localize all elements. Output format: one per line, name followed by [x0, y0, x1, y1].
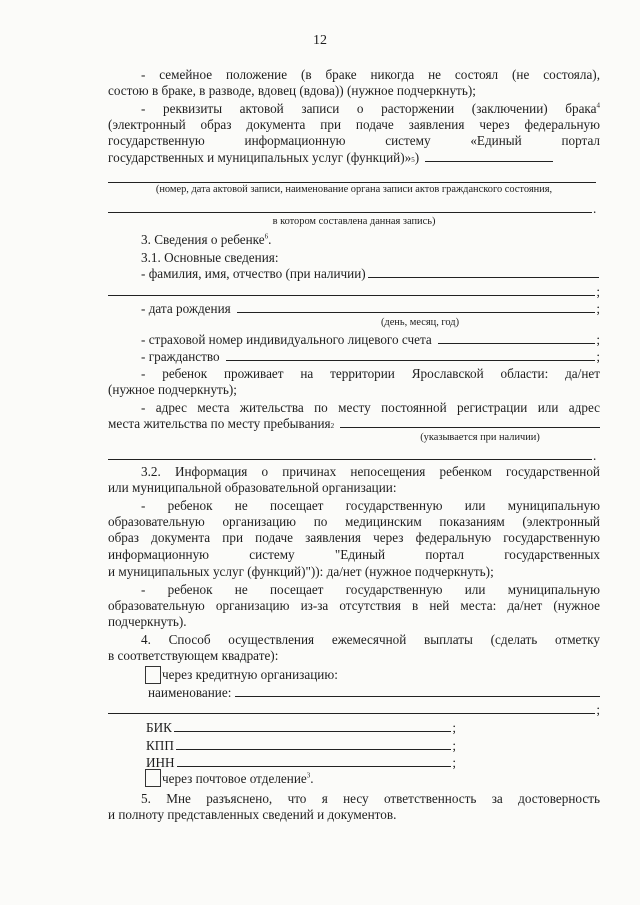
no-place-line-3: подчеркнуть).: [108, 614, 187, 629]
child-fio-label: - фамилия, имя, отчество (при наличии): [141, 266, 366, 281]
inn-field[interactable]: [177, 755, 452, 767]
child-dob-row: [141, 301, 600, 317]
marital-status-line-2: состою в браке, в разводе, вдовец (вдова)) (нужное подчеркнуть);: [108, 83, 476, 98]
no-place-line-1: - ребенок не посещает государственную или муниципальную: [141, 582, 600, 597]
child-dob-caption: (день, месяц, год): [380, 317, 460, 328]
kpp-row: [146, 738, 456, 754]
child-snils-label: - страховой номер индивидуального лицевого счета: [141, 332, 432, 347]
bik-label: БИК: [146, 720, 172, 735]
child-fio-end: ;: [596, 284, 600, 299]
post-option-label: [162, 771, 592, 787]
bik-row: [146, 720, 456, 736]
child-snils-row: [141, 332, 600, 348]
medical-reason-line-5: и муниципальных услуг (функций)")): да/нет (нужное подчеркнуть);: [108, 564, 494, 579]
child-address-field[interactable]: [340, 416, 600, 428]
child-address-period: .: [593, 448, 597, 463]
child-address-caption: (указывается при наличии): [420, 432, 540, 443]
bank-option-label: через кредитную организацию:: [162, 667, 338, 682]
bank-name-label: наименование:: [148, 685, 232, 700]
child-fio-row: [141, 266, 600, 282]
divorce-record-line-1: [141, 101, 600, 117]
medical-reason-line-3: образ документа при подаче заявления через федеральную государственную: [108, 530, 600, 545]
child-citizenship-end: ;: [596, 349, 600, 364]
post-option-period: .: [310, 771, 314, 786]
kpp-field[interactable]: [176, 738, 451, 750]
bik-field[interactable]: [174, 720, 451, 732]
divorce-record-period: .: [593, 201, 597, 216]
bank-name-row-2: [108, 702, 600, 718]
bank-name-field[interactable]: [235, 685, 600, 697]
child-address-line-1: - адрес места жительства по месту постоянной регистрации или адрес: [141, 400, 600, 415]
kpp-end: ;: [452, 738, 456, 753]
bank-name-end: ;: [596, 702, 600, 717]
section-4-line-2: в соответствующем квадрате):: [108, 648, 279, 663]
medical-reason-line-4: информационную систему "Единый портал государственных: [108, 547, 600, 562]
child-resides-line-2: (нужное подчеркнуть);: [108, 382, 237, 397]
inn-end: ;: [452, 755, 456, 770]
child-dob-end: ;: [596, 301, 600, 316]
section-3-heading: [141, 232, 600, 248]
medical-reason-line-2: образовательную организацию по медицинским показаниям (электронный: [108, 514, 600, 529]
child-address-rule-2[interactable]: [108, 459, 592, 460]
child-fio-row-2: [108, 284, 600, 300]
child-resides-line-1: - ребенок проживает на территории Ярославской области: да/нет: [141, 366, 600, 381]
divorce-record-field[interactable]: [425, 150, 553, 162]
bik-end: ;: [452, 720, 456, 735]
child-address-label: места жительства по месту пребывания: [108, 416, 331, 431]
section-5-line-2: и полноту представленных сведений и документов.: [108, 807, 397, 822]
child-dob-field[interactable]: [237, 301, 596, 313]
section-4-line-1: 4. Способ осуществления ежемесячной выплаты (сделать отметку: [141, 632, 600, 647]
divorce-record-line-2: (электронный образ документа при подаче заявления через федеральную: [108, 117, 600, 132]
divorce-record-caption-1: (номер, дата актовой записи, наименование органа записи актов гражданского состояния,: [155, 184, 553, 195]
section-3-1-heading: 3.1. Основные сведения:: [141, 250, 279, 265]
bank-option-checkbox[interactable]: [145, 666, 161, 684]
section-3-heading-period: .: [268, 232, 272, 247]
kpp-label: КПП: [146, 738, 174, 753]
post-option-text: через почтовое отделение: [162, 771, 307, 786]
child-fio-field-2[interactable]: [108, 284, 595, 296]
no-place-line-2: образовательную организацию из-за отсутствия в ней места: да/нет (нужное: [108, 598, 600, 613]
divorce-record-line-4: государственных и муниципальных услуг (функций)» 5 ): [108, 150, 600, 166]
child-citizenship-row: [141, 349, 600, 365]
bank-name-field-2[interactable]: [108, 702, 595, 714]
footnote-ref: 4: [596, 101, 600, 110]
inn-label: ИНН: [146, 755, 175, 770]
section-3-2-line-2: или муниципальной образовательной организации:: [108, 480, 397, 495]
child-citizenship-label: - гражданство: [141, 349, 220, 364]
section-3-heading-text: 3. Сведения о ребенке: [141, 232, 265, 247]
divorce-record-paren: ): [414, 150, 420, 165]
section-3-2-line-1: 3.2. Информация о причинах непосещения ребенком государственной: [141, 464, 600, 479]
child-snils-end: ;: [596, 332, 600, 347]
child-address-line-2: места жительства по месту пребывания 2: [108, 416, 600, 432]
post-option-checkbox[interactable]: [145, 769, 161, 787]
footnote-ref: 6: [264, 232, 269, 241]
child-snils-field[interactable]: [438, 332, 596, 344]
divorce-record-text: - реквизиты актовой записи о расторжении (заключении) брака: [141, 101, 597, 116]
divorce-record-line-4-text: государственных и муниципальных услуг (функций)»: [108, 150, 412, 165]
section-5-line-1: 5. Мне разъяснено, что я несу ответственность за достоверность: [141, 791, 600, 806]
marital-status-line-1: - семейное положение (в браке никогда не состоял (не состояла),: [141, 67, 600, 82]
divorce-record-caption-2: в котором составлена данная запись): [272, 216, 436, 227]
footnote-ref: 3: [306, 771, 311, 780]
divorce-record-rule-2[interactable]: [108, 212, 592, 213]
child-citizenship-field[interactable]: [226, 349, 596, 361]
medical-reason-line-1: - ребенок не посещает государственную или муниципальную: [141, 498, 600, 513]
child-fio-field[interactable]: [368, 266, 599, 278]
divorce-record-rule[interactable]: [108, 182, 596, 183]
bank-name-row: [148, 685, 600, 701]
page-number: 12: [313, 33, 327, 48]
divorce-record-line-3: государственную информационную систему «Единый портал: [108, 133, 600, 148]
child-dob-label: - дата рождения: [141, 301, 231, 316]
inn-row: [146, 755, 456, 771]
